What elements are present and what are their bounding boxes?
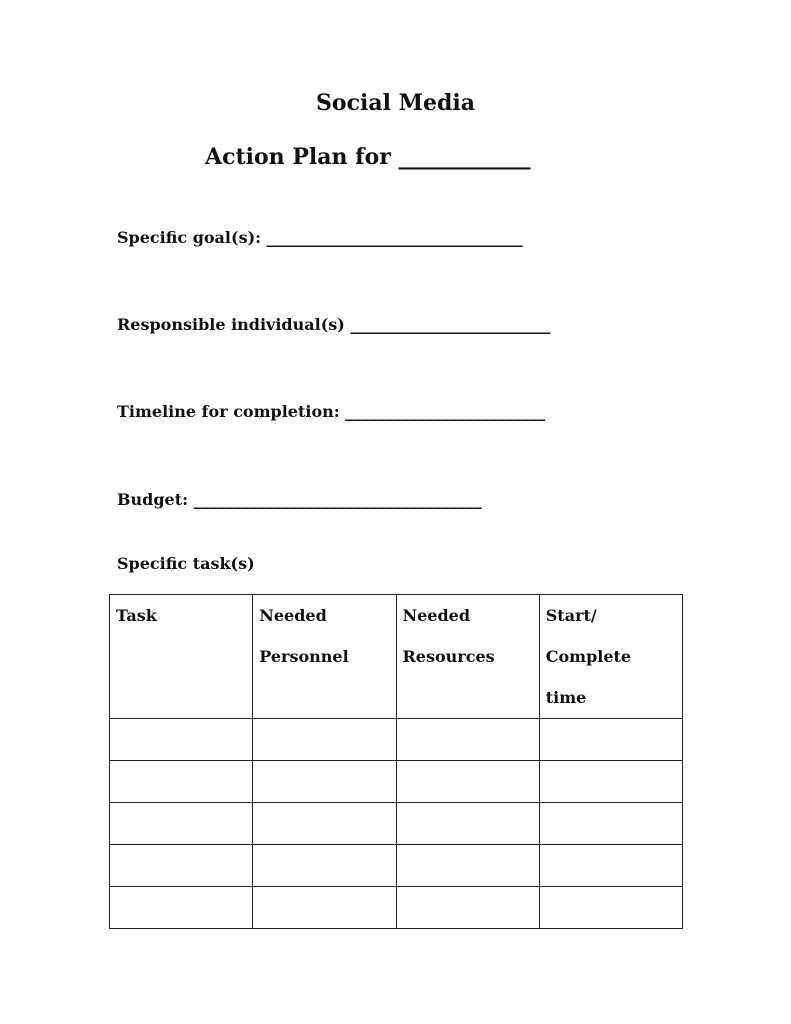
header-personnel-line2: Personnel: [259, 647, 349, 666]
tasks-table: [109, 594, 683, 929]
table-cell[interactable]: [539, 803, 682, 845]
timeline-blank[interactable]: _________________________: [345, 402, 546, 421]
table-cell[interactable]: [253, 845, 396, 887]
table-cell[interactable]: [253, 887, 396, 929]
table-cell[interactable]: [110, 761, 253, 803]
table-cell[interactable]: [396, 803, 539, 845]
table-row: [110, 845, 683, 887]
header-needed-personnel: [253, 595, 396, 719]
specific-goals-label: Specific goal(s):: [117, 228, 262, 247]
specific-goals-field: [117, 228, 523, 247]
table-cell[interactable]: [253, 803, 396, 845]
timeline-field: [117, 402, 545, 421]
responsible-individuals-label: Responsible individual(s): [117, 315, 345, 334]
table-cell[interactable]: [539, 887, 682, 929]
responsible-individuals-field: [117, 315, 550, 334]
table-cell[interactable]: [396, 761, 539, 803]
budget-blank[interactable]: ____________________________________: [193, 490, 482, 509]
header-time-line3: time: [545, 688, 587, 707]
header-task-line1: Task: [116, 606, 157, 625]
table-cell[interactable]: [396, 887, 539, 929]
table-cell[interactable]: [253, 761, 396, 803]
table-cell[interactable]: [539, 845, 682, 887]
table-cell[interactable]: [396, 719, 539, 761]
table-row: [110, 887, 683, 929]
document-title: Social Media: [316, 90, 475, 116]
table-row: [110, 719, 683, 761]
header-resources-line2: Resources: [402, 647, 495, 666]
header-personnel-line1: Needed: [259, 606, 327, 625]
table-cell[interactable]: [396, 845, 539, 887]
specific-tasks-heading: Specific task(s): [117, 554, 255, 573]
header-resources-line1: Needed: [402, 606, 471, 625]
table-row: [110, 803, 683, 845]
table-cell[interactable]: [110, 719, 253, 761]
table-cell[interactable]: [253, 719, 396, 761]
header-task: [110, 595, 253, 719]
budget-label: Budget:: [117, 490, 189, 509]
header-time-line2: Complete: [545, 647, 632, 666]
header-time-line1: Start/: [545, 606, 597, 625]
action-plan-subtitle: Action Plan for ____________: [205, 144, 531, 170]
header-start-complete-time: [539, 595, 682, 719]
table-cell[interactable]: [539, 719, 682, 761]
table-cell[interactable]: [110, 887, 253, 929]
specific-goals-blank[interactable]: ________________________________: [266, 228, 523, 247]
tasks-header-row: [110, 595, 683, 719]
table-row: [110, 761, 683, 803]
table-cell[interactable]: [110, 803, 253, 845]
header-needed-resources: [396, 595, 539, 719]
timeline-label: Timeline for completion:: [117, 402, 340, 421]
responsible-individuals-blank[interactable]: _________________________: [350, 315, 551, 334]
budget-field: [117, 490, 482, 509]
table-cell[interactable]: [110, 845, 253, 887]
table-cell[interactable]: [539, 761, 682, 803]
